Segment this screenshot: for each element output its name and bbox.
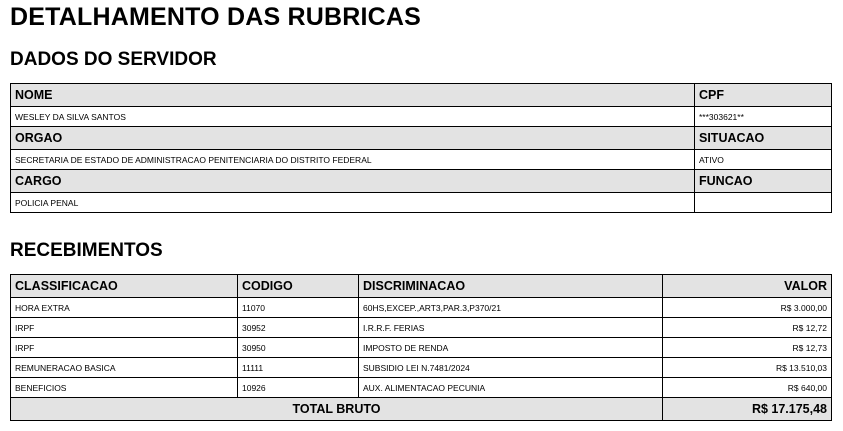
recebimentos-table <box>10 274 832 421</box>
row-classificacao: BENEFICIOS <box>11 378 238 398</box>
row-classificacao: REMUNERACAO BASICA <box>11 358 238 378</box>
header-valor: VALOR <box>663 275 832 298</box>
total-bruto-label: TOTAL BRUTO <box>11 398 663 421</box>
total-row <box>11 398 832 421</box>
row-codigo: 11070 <box>238 298 359 318</box>
header-classificacao: CLASSIFICACAO <box>11 275 238 298</box>
row-discriminacao: IMPOSTO DE RENDA <box>359 338 663 358</box>
funcao-label: FUNCAO <box>695 170 832 193</box>
cpf-label: CPF <box>695 84 832 107</box>
row-discriminacao: AUX. ALIMENTACAO PECUNIA <box>359 378 663 398</box>
row-classificacao: IRPF <box>11 338 238 358</box>
row-codigo: 11111 <box>238 358 359 378</box>
table-row <box>11 358 832 378</box>
row-discriminacao: SUBSIDIO LEI N.7481/2024 <box>359 358 663 378</box>
page-title: DETALHAMENTO DAS RUBRICAS <box>10 3 422 31</box>
table-row <box>11 338 832 358</box>
servidor-table <box>10 83 832 213</box>
row-classificacao: IRPF <box>11 318 238 338</box>
nome-value: WESLEY DA SILVA SANTOS <box>11 107 695 127</box>
table-row <box>11 298 832 318</box>
nome-label: NOME <box>11 84 695 107</box>
row-codigo: 30952 <box>238 318 359 338</box>
row-codigo: 30950 <box>238 338 359 358</box>
situacao-label: SITUACAO <box>695 127 832 150</box>
row-valor: R$ 3.000,00 <box>663 298 832 318</box>
header-codigo: CODIGO <box>238 275 359 298</box>
row-valor: R$ 13.510,03 <box>663 358 832 378</box>
row-valor: R$ 12,73 <box>663 338 832 358</box>
orgao-label: ORGAO <box>11 127 695 150</box>
row-valor: R$ 12,72 <box>663 318 832 338</box>
header-discriminacao: DISCRIMINACAO <box>359 275 663 298</box>
funcao-value <box>695 193 832 213</box>
table-row <box>11 318 832 338</box>
cargo-label: CARGO <box>11 170 695 193</box>
cpf-value: ***303621** <box>695 107 832 127</box>
orgao-value: SECRETARIA DE ESTADO DE ADMINISTRACAO PENITENCIARIA DO DISTRITO FEDERAL <box>11 150 695 170</box>
situacao-value: ATIVO <box>695 150 832 170</box>
section-title-recebimentos: RECEBIMENTOS <box>10 240 163 261</box>
table-row <box>11 378 832 398</box>
row-discriminacao: I.R.R.F. FERIAS <box>359 318 663 338</box>
total-bruto-value: R$ 17.175,48 <box>663 398 832 421</box>
row-valor: R$ 640,00 <box>663 378 832 398</box>
row-codigo: 10926 <box>238 378 359 398</box>
section-title-dados-servidor: DADOS DO SERVIDOR <box>10 49 217 70</box>
row-discriminacao: 60HS,EXCEP.,ART3,PAR.3,P370/21 <box>359 298 663 318</box>
row-classificacao: HORA EXTRA <box>11 298 238 318</box>
cargo-value: POLICIA PENAL <box>11 193 695 213</box>
